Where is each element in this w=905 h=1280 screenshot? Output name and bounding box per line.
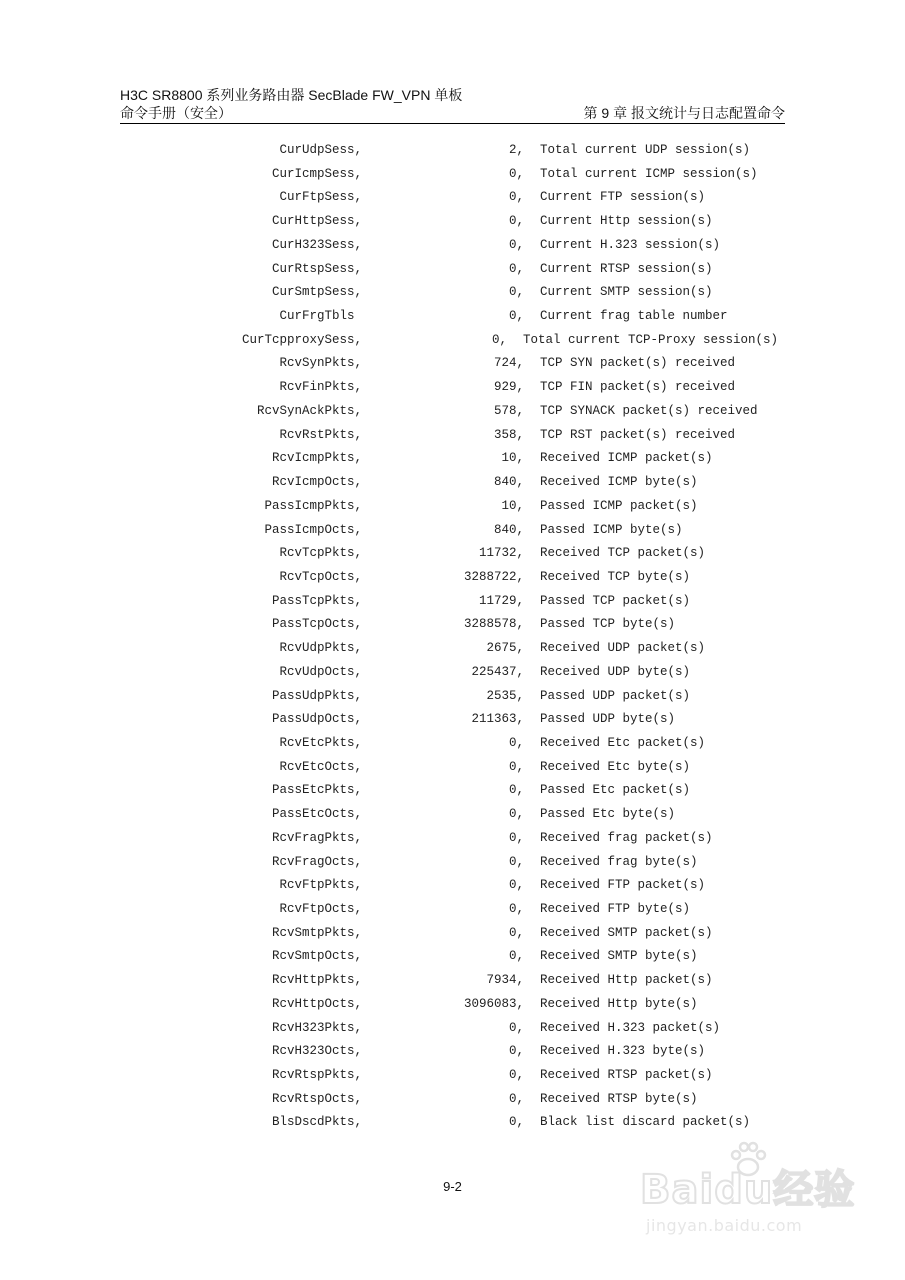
stat-description: Received SMTP packet(s) [540,925,713,940]
stat-description: Current FTP session(s) [540,190,706,205]
stat-name: RcvSynAckPkts, [256,403,362,418]
stat-name: PassUdpOcts, [271,712,362,727]
stat-name: RcvTcpOcts, [279,569,362,584]
stat-row [0,993,905,1017]
stat-description: Total current UDP session(s) [540,143,751,157]
stat-row [0,732,905,756]
stat-description: Received Etc byte(s) [540,759,691,774]
stat-description: Received UDP byte(s) [540,664,691,679]
stat-row [0,163,905,187]
stat-row [0,352,905,376]
stat-name: RcvSynPkts, [279,356,362,371]
stat-name: RcvFtpPkts, [279,878,362,893]
stat-name: RcvSmtpOcts, [271,949,362,964]
watermark-logo: Baidu经验 [640,1167,856,1213]
stat-value: 2, [508,143,524,157]
stat-value: 3288722, [463,569,524,584]
stat-description: TCP SYNACK packet(s) received [540,403,758,418]
stat-name: RcvUdpPkts, [279,641,362,656]
stat-description: Received UDP packet(s) [540,641,706,656]
stat-value: 0, [508,1020,524,1035]
stat-row [0,139,905,163]
stat-value: 0, [508,214,524,229]
stat-name: RcvH323Pkts, [271,1020,362,1035]
stat-value: 929, [493,380,524,395]
stat-row [0,495,905,519]
stat-row [0,779,905,803]
stat-row [0,447,905,471]
stat-row [0,756,905,780]
stat-value: 0, [508,925,524,940]
stat-description: Received H.323 packet(s) [540,1020,721,1035]
stat-row [0,471,905,495]
chapter-title: 第 9 章 报文统计与日志配置命令 [583,105,785,121]
stat-value: 0, [508,735,524,750]
stat-name: RcvFragOcts, [271,854,362,869]
stat-value: 578, [493,403,524,418]
stat-name: BlsDscdPkts, [271,1115,362,1130]
stat-name: PassUdpPkts, [271,688,362,703]
stat-value: 0, [508,807,524,822]
stat-description: Passed TCP byte(s) [540,617,676,632]
stat-value: 0, [508,1115,524,1130]
stat-description: Current frag table number [540,309,728,324]
statistics-listing [0,139,905,1135]
stat-value: 211363, [471,712,524,727]
baidu-watermark [640,1140,860,1250]
stat-row [0,1040,905,1064]
stat-name: RcvRtspOcts, [271,1091,362,1106]
stat-description: Received TCP byte(s) [540,569,691,584]
header-divider [120,123,785,124]
stat-value: 0, [508,1044,524,1059]
stat-value: 0, [508,261,524,276]
stat-row [0,898,905,922]
stat-row [0,376,905,400]
stat-row [0,827,905,851]
stat-value: 7934, [486,973,524,988]
stat-name: CurHttpSess, [271,214,362,229]
stat-description: Received SMTP byte(s) [540,949,698,964]
stat-value: 0, [508,237,524,252]
stat-row [0,590,905,614]
stat-description: TCP FIN packet(s) received [540,380,736,395]
stat-name: PassTcpOcts, [271,617,362,632]
stat-description: Current SMTP session(s) [540,285,713,300]
stat-name: RcvIcmpPkts, [271,451,362,466]
stat-row [0,945,905,969]
stat-description: Current H.323 session(s) [540,237,721,252]
stat-row [0,708,905,732]
stat-row [0,281,905,305]
stat-row [0,1064,905,1088]
stat-row [0,661,905,685]
stat-value: 0, [508,949,524,964]
stat-value: 0, [508,830,524,845]
stat-value: 3288578, [463,617,524,632]
stat-description: Received FTP packet(s) [540,878,706,893]
watermark-url: jingyan.baidu.com [646,1216,803,1235]
stat-row [0,685,905,709]
stat-name: RcvH323Octs, [271,1044,362,1059]
stat-value: 2535, [486,688,524,703]
stat-row [0,234,905,258]
stat-name: PassEtcPkts, [271,783,362,798]
stat-name: RcvHttpPkts, [271,973,362,988]
stat-description: Black list discard packet(s) [540,1115,751,1130]
stat-value: 0, [508,166,524,181]
stat-name: RcvSmtpPkts, [271,925,362,940]
stat-name: PassTcpPkts, [271,593,362,608]
stat-name: RcvFragPkts, [271,830,362,845]
stat-description: Received frag packet(s) [540,830,713,845]
stat-name: CurRtspSess, [271,261,362,276]
stat-row [0,400,905,424]
stat-description: Passed ICMP packet(s) [540,498,698,513]
stat-row [0,305,905,329]
stat-name: RcvEtcPkts, [279,735,362,750]
stat-value: 0, [508,783,524,798]
stat-description: Received RTSP byte(s) [540,1091,698,1106]
document-title: H3C SR8800 系列业务路由器 SecBlade FW_VPN 单板 [120,87,463,103]
stat-description: Passed Etc byte(s) [540,807,676,822]
stat-name: RcvHttpOcts, [271,996,362,1011]
stat-row [0,186,905,210]
stat-description: TCP RST packet(s) received [540,427,736,442]
stat-value: 0, [508,309,524,324]
stat-value: 358, [493,427,524,442]
stat-description: Passed TCP packet(s) [540,593,691,608]
stat-row [0,803,905,827]
stat-name: PassIcmpPkts, [264,498,362,513]
page-header [120,86,785,122]
stat-value: 11732, [478,546,524,561]
stat-name: CurUdpSess, [279,143,362,157]
stat-description: Total current ICMP session(s) [540,166,758,181]
stat-name: CurSmtpSess, [271,285,362,300]
stat-name: CurFrgTbls [279,309,362,324]
stat-description: Received FTP byte(s) [540,902,691,916]
stat-row [0,519,905,543]
stat-value: 0, [491,332,507,347]
stat-name: CurIcmpSess, [271,166,362,181]
stat-name: RcvUdpOcts, [279,664,362,679]
stat-description: Received frag byte(s) [540,854,698,869]
stat-value: 0, [508,1091,524,1106]
stat-value: 0, [508,878,524,893]
header-subline [120,104,785,122]
stat-row [0,874,905,898]
stat-value: 0, [508,854,524,869]
stat-name: RcvFinPkts, [279,380,362,395]
stat-name: RcvTcpPkts, [279,546,362,561]
stat-row [0,424,905,448]
stat-row [0,258,905,282]
stat-value: 0, [508,1068,524,1083]
stat-row [0,542,905,566]
stat-row [0,851,905,875]
stat-row [0,1017,905,1041]
stat-value: 10, [501,498,524,513]
stat-value: 3096083, [463,996,524,1011]
stat-value: 11729, [478,593,524,608]
stat-row [0,566,905,590]
stat-row [0,637,905,661]
stat-name: RcvIcmpOcts, [271,475,362,490]
stat-name: CurH323Sess, [271,237,362,252]
stat-value: 225437, [471,664,524,679]
stat-description: Passed ICMP byte(s) [540,522,683,537]
stat-value: 0, [508,759,524,774]
stat-description: Received ICMP packet(s) [540,451,713,466]
stat-value: 0, [508,190,524,205]
stat-description: Passed UDP byte(s) [540,712,676,727]
stat-name: RcvRtspPkts, [271,1068,362,1083]
stat-description: Passed UDP packet(s) [540,688,691,703]
stat-name: RcvFtpOcts, [279,902,362,916]
stat-value: 0, [508,285,524,300]
stat-row [0,329,905,353]
stat-name: RcvRstPkts, [279,427,362,442]
stat-description: TCP SYN packet(s) received [540,356,736,371]
stat-description: Passed Etc packet(s) [540,783,691,798]
stat-row [0,613,905,637]
stat-description: Current Http session(s) [540,214,713,229]
stat-row [0,922,905,946]
stat-description: Received RTSP packet(s) [540,1068,713,1083]
stat-description: Received Etc packet(s) [540,735,706,750]
stat-value: 0, [508,902,524,916]
stat-description: Total current TCP-Proxy session(s) [523,332,779,347]
stat-name: CurTcpproxySess, [241,332,362,347]
stat-value: 840, [493,475,524,490]
stat-value: 2675, [486,641,524,656]
stat-value: 724, [493,356,524,371]
stat-value: 840, [493,522,524,537]
stat-description: Current RTSP session(s) [540,261,713,276]
page-number: 9-2 [443,1179,462,1194]
stat-row [0,1111,905,1135]
stat-description: Received ICMP byte(s) [540,475,698,490]
stat-value: 10, [501,451,524,466]
stat-row [0,210,905,234]
manual-name: 命令手册（安全） [120,105,232,121]
stat-name: PassEtcOcts, [271,807,362,822]
stat-description: Received Http byte(s) [540,996,698,1011]
stat-description: Received H.323 byte(s) [540,1044,706,1059]
stat-row [0,969,905,993]
stat-description: Received Http packet(s) [540,973,713,988]
stat-name: CurFtpSess, [279,190,362,205]
stat-row [0,1088,905,1112]
stat-name: PassIcmpOcts, [264,522,362,537]
stat-description: Received TCP packet(s) [540,546,706,561]
stat-name: RcvEtcOcts, [279,759,362,774]
